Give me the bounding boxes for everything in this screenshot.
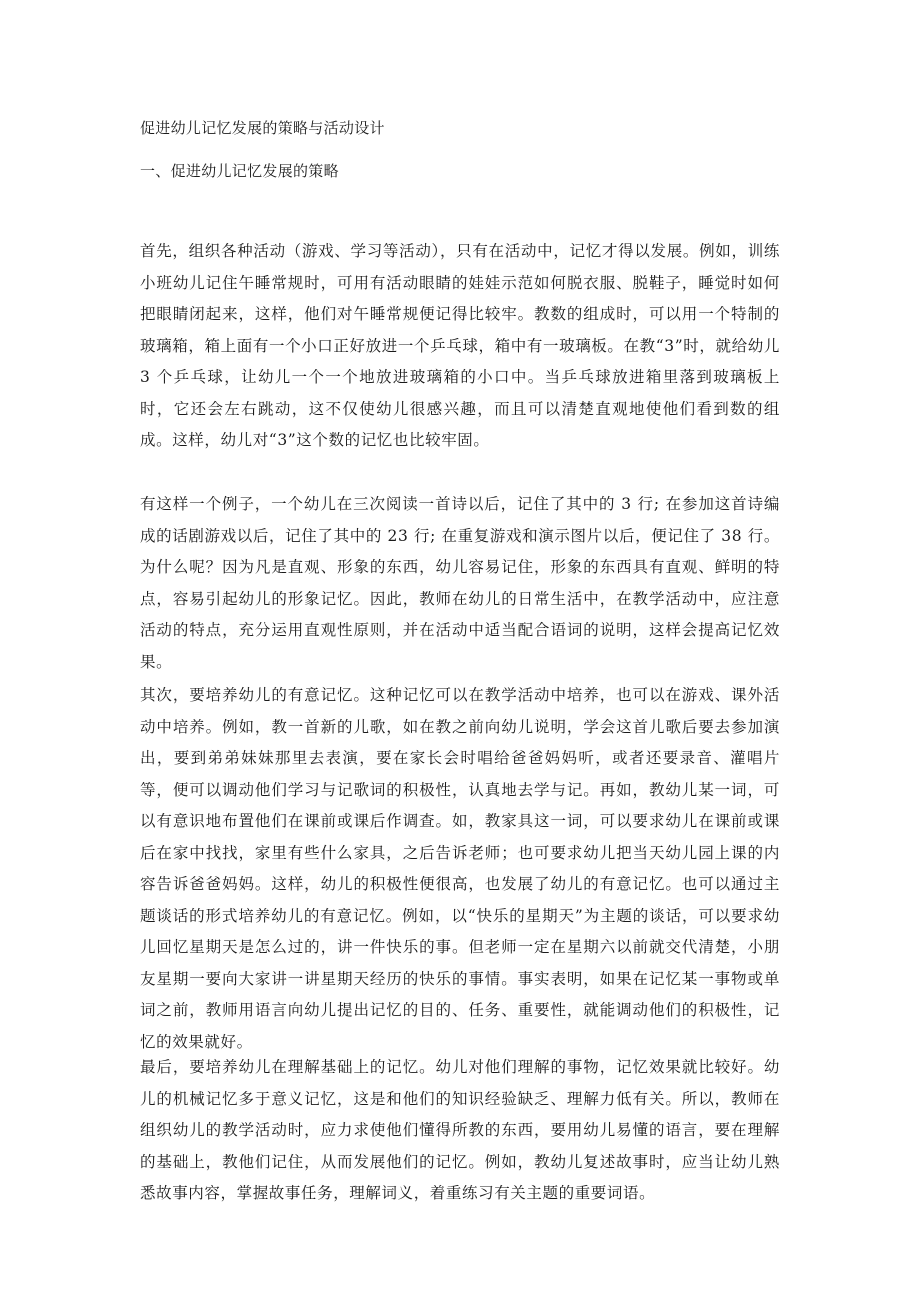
paragraph-3: 其次，要培养幼儿的有意记忆。这种记忆可以在教学活动中培养，也可以在游戏、课外活动中培养。例如，教一首新的儿歌，如在教之前向幼儿说明，学会这首儿歌后要去参加演出，要到弟弟妹妹那里去表演，要在家长会时唱给爸爸妈妈听，或者还要录音、灌唱片等，便可以调动他们学习与记歌词的积极性，认真地去学与记。再如，教幼儿某一词，可以有意识地布置他们在课前或课后作调查。如，教家具这一词，可以要求幼儿在课前或课后在家中找找，家里有些什么家具，之后告诉老师；也可要求幼儿把当天幼儿园上课的内容告诉爸爸妈妈。这样，幼儿的积极性便很高，也发展了幼儿的有意记忆。也可以通过主题谈话的形式培养幼儿的有意记忆。例如，以“快乐的星期天”为主题的谈话，可以要求幼儿回忆星期天是怎么过的，讲一件快乐的事。但老师一定在星期六以前就交代清楚，小朋友星期一要向大家讲一讲星期天经历的快乐的事情。事实表明，如果在记忆某一事物或单词之前，教师用语言向幼儿提出记忆的目的、任务、重要性，就能调动他们的积极性，记忆的效果就好。 <box>140 686 780 1051</box>
paragraph-2: 有这样一个例子，一个幼儿在三次阅读一首诗以后，记住了其中的 3 行; 在参加这首诗编成的话剧游戏以后，记住了其中的 23 行; 在重复游戏和演示图片以后，便记住了 38 行。为什么呢？因为凡是直观、形象的东西，幼儿容易记住，形象的东西具有直观、鲜明的特点，容易引起幼儿的形象记忆。因此，教师在幼儿的日常生活中，在教学活动中，应注意活动的特点，充分运用直观性原则，并在活动中适当配合语词的说明，这样会提高记忆效果。 <box>140 495 780 671</box>
paragraph-1: 首先，组织各种活动（游戏、学习等活动），只有在活动中，记忆才得以发展。例如，训练小班幼儿记住午睡常规时，可用有活动眼睛的娃娃示范如何脱衣服、脱鞋子，睡觉时如何把眼睛闭起来，这样，他们对午睡常规便记得比较牢。教数的组成时，可以用一个特制的玻璃箱，箱上面有一个小口正好放进一个乒乓球，箱中有一玻璃板。在教“3”时，就给幼儿 3 个乒乓球，让幼儿一个一个地放进玻璃箱的小口中。当乒乓球放进箱里落到玻璃板上时，它还会左右跳动，这不仅使幼儿很感兴趣，而且可以清楚直观地使他们看到数的组成。这样，幼儿对“3”这个数的记忆也比较牢固。 <box>140 242 780 449</box>
paragraph-4: 最后，要培养幼儿在理解基础上的记忆。幼儿对他们理解的事物，记忆效果就比较好。幼儿的机械记忆多于意义记忆，这是和他们的知识经验缺乏、理解力低有关。所以，教师在组织幼儿的教学活动时，应力求使他们懂得所教的东西，要用幼儿易懂的语言，要在理解的基础上，教他们记住，从而发展他们的记忆。例如，教幼儿复述故事时，应当让幼儿熟悉故事内容，掌握故事任务，理解词义，着重练习有关主题的重要词语。 <box>140 1058 780 1202</box>
section-heading: 一、促进幼儿记忆发展的策略 <box>140 162 339 180</box>
document-title: 促进幼儿记忆发展的策略与活动设计 <box>140 119 385 137</box>
